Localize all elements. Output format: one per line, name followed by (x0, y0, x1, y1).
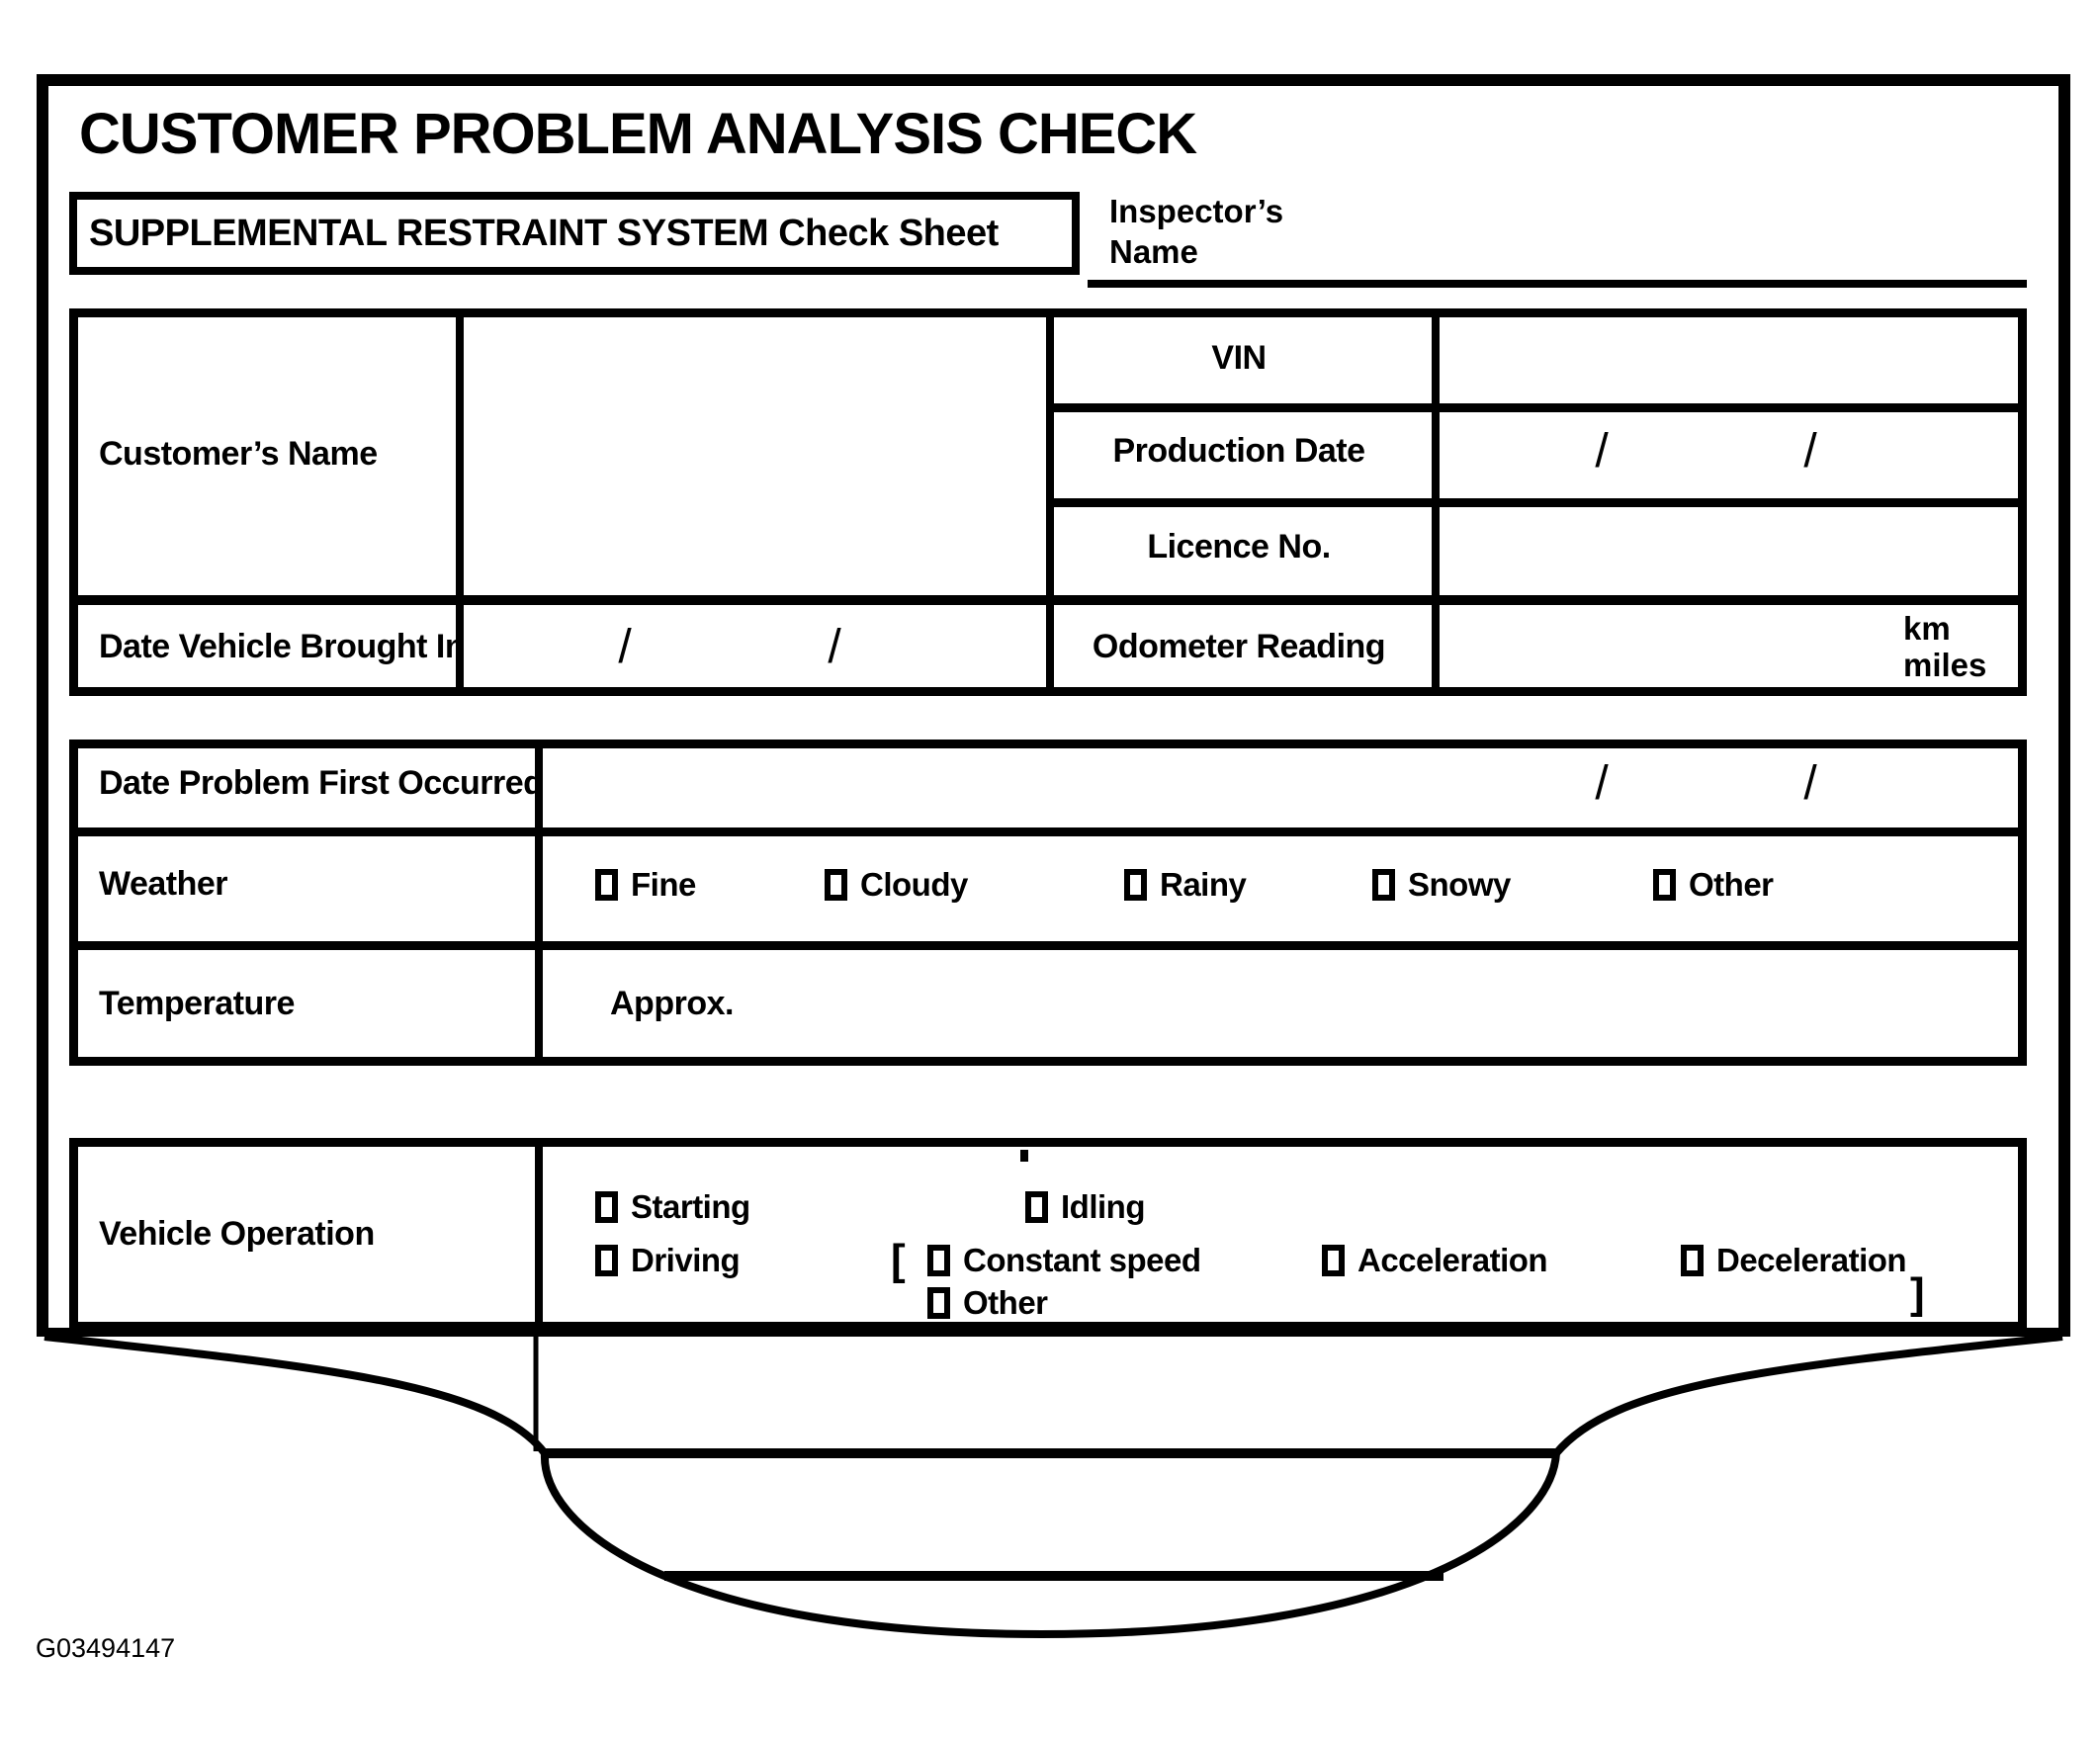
weather-option-label: Cloudy (860, 865, 968, 903)
operation-option-label: Idling (1061, 1188, 1145, 1225)
operation-option-label: Driving (631, 1242, 741, 1278)
bracket-open: [ (891, 1236, 906, 1284)
checkbox-icon[interactable] (825, 869, 847, 901)
customer-name-field[interactable] (468, 316, 1039, 591)
checkbox-icon[interactable] (927, 1245, 950, 1276)
weather-option-other[interactable] (1653, 827, 1774, 941)
licence-no-label: Licence No. (1147, 527, 1331, 566)
weather-label: Weather (99, 865, 228, 903)
operation-option-label: Other (963, 1284, 1048, 1321)
figure-id: G03494147 (36, 1633, 176, 1663)
date-brought-in-field[interactable] (468, 607, 1039, 686)
t3-divider (535, 1138, 543, 1331)
checkbox-icon[interactable] (595, 1245, 618, 1276)
checkbox-icon[interactable] (595, 1191, 618, 1223)
bracket-close: ] (1910, 1269, 1925, 1318)
customer-name-label: Customer’s Name (99, 434, 378, 473)
vin-label: VIN (1211, 338, 1267, 377)
checkbox-icon[interactable] (1372, 869, 1395, 901)
weather-option-label: Rainy (1160, 865, 1247, 903)
checkbox-icon[interactable] (595, 869, 618, 901)
checkbox-icon[interactable] (1653, 869, 1676, 901)
stray-dot (1020, 1150, 1028, 1162)
inspector-label-line2: Name (1109, 233, 1198, 270)
production-date-slash-2: / (1803, 424, 1817, 478)
production-date-slash-1: / (1595, 424, 1609, 478)
weather-option-label: Fine (631, 865, 696, 903)
operation-option-driving[interactable] (595, 1240, 740, 1281)
production-date-field[interactable] (1444, 411, 2015, 490)
temperature-label: Temperature (99, 984, 295, 1022)
weather-option-snowy[interactable] (1372, 827, 1511, 941)
operation-option-other[interactable] (927, 1282, 1048, 1324)
odometer-field[interactable] (1444, 607, 1888, 686)
date-brought-in-label: Date Vehicle Brought In (99, 627, 466, 665)
operation-option-label: Starting (631, 1188, 750, 1225)
operation-option-idling[interactable] (1025, 1186, 1145, 1228)
date-brought-in-slash-2: / (828, 620, 841, 673)
production-date-label: Production Date (1112, 431, 1365, 470)
operation-option-acceleration[interactable] (1322, 1240, 1547, 1281)
operation-option-deceleration[interactable] (1681, 1240, 1906, 1281)
checkbox-icon[interactable] (927, 1287, 950, 1319)
weather-option-fine[interactable] (595, 827, 696, 941)
weather-option-rainy[interactable] (1124, 827, 1246, 941)
date-problem-label: Date Problem First Occurred (99, 764, 544, 802)
checkbox-icon[interactable] (1124, 869, 1147, 901)
weather-option-label: Other (1689, 865, 1774, 903)
weather-option-label: Snowy (1408, 865, 1511, 903)
operation-option-starting[interactable] (595, 1186, 750, 1228)
operation-option-label: Deceleration (1716, 1242, 1907, 1278)
weather-option-cloudy[interactable] (825, 827, 968, 941)
unit-miles: miles (1903, 647, 1987, 683)
sheet-subtitle-box (69, 192, 1080, 275)
odometer-label: Odometer Reading (1092, 627, 1386, 665)
temperature-approx-label: Approx. (610, 984, 734, 1022)
operation-option-constant-speed[interactable] (927, 1240, 1201, 1281)
inspector-label-line1: Inspector’s (1109, 193, 1284, 229)
odometer-units (1903, 599, 1986, 694)
inspector-name-field[interactable] (1088, 235, 2027, 280)
date-problem-slash-1: / (1595, 757, 1609, 810)
vehicle-operation-label: Vehicle Operation (99, 1215, 375, 1253)
unit-km: km (1903, 610, 1951, 647)
sheet-subtitle: SUPPLEMENTAL RESTRAINT SYSTEM Check Sheet (89, 212, 999, 254)
licence-no-field[interactable] (1444, 506, 2015, 587)
date-brought-in-slash-1: / (618, 620, 632, 673)
checkbox-icon[interactable] (1025, 1191, 1048, 1223)
inspector-name-underline (1088, 280, 2027, 288)
date-problem-slash-2: / (1803, 757, 1817, 810)
temperature-field[interactable] (761, 949, 2012, 1058)
operation-option-label: Constant speed (963, 1242, 1201, 1278)
operation-option-label: Acceleration (1357, 1242, 1548, 1278)
vin-field[interactable] (1444, 316, 2015, 399)
checkbox-icon[interactable] (1681, 1245, 1704, 1276)
page-title: CUSTOMER PROBLEM ANALYSIS CHECK (79, 102, 1197, 166)
checkbox-icon[interactable] (1322, 1245, 1345, 1276)
